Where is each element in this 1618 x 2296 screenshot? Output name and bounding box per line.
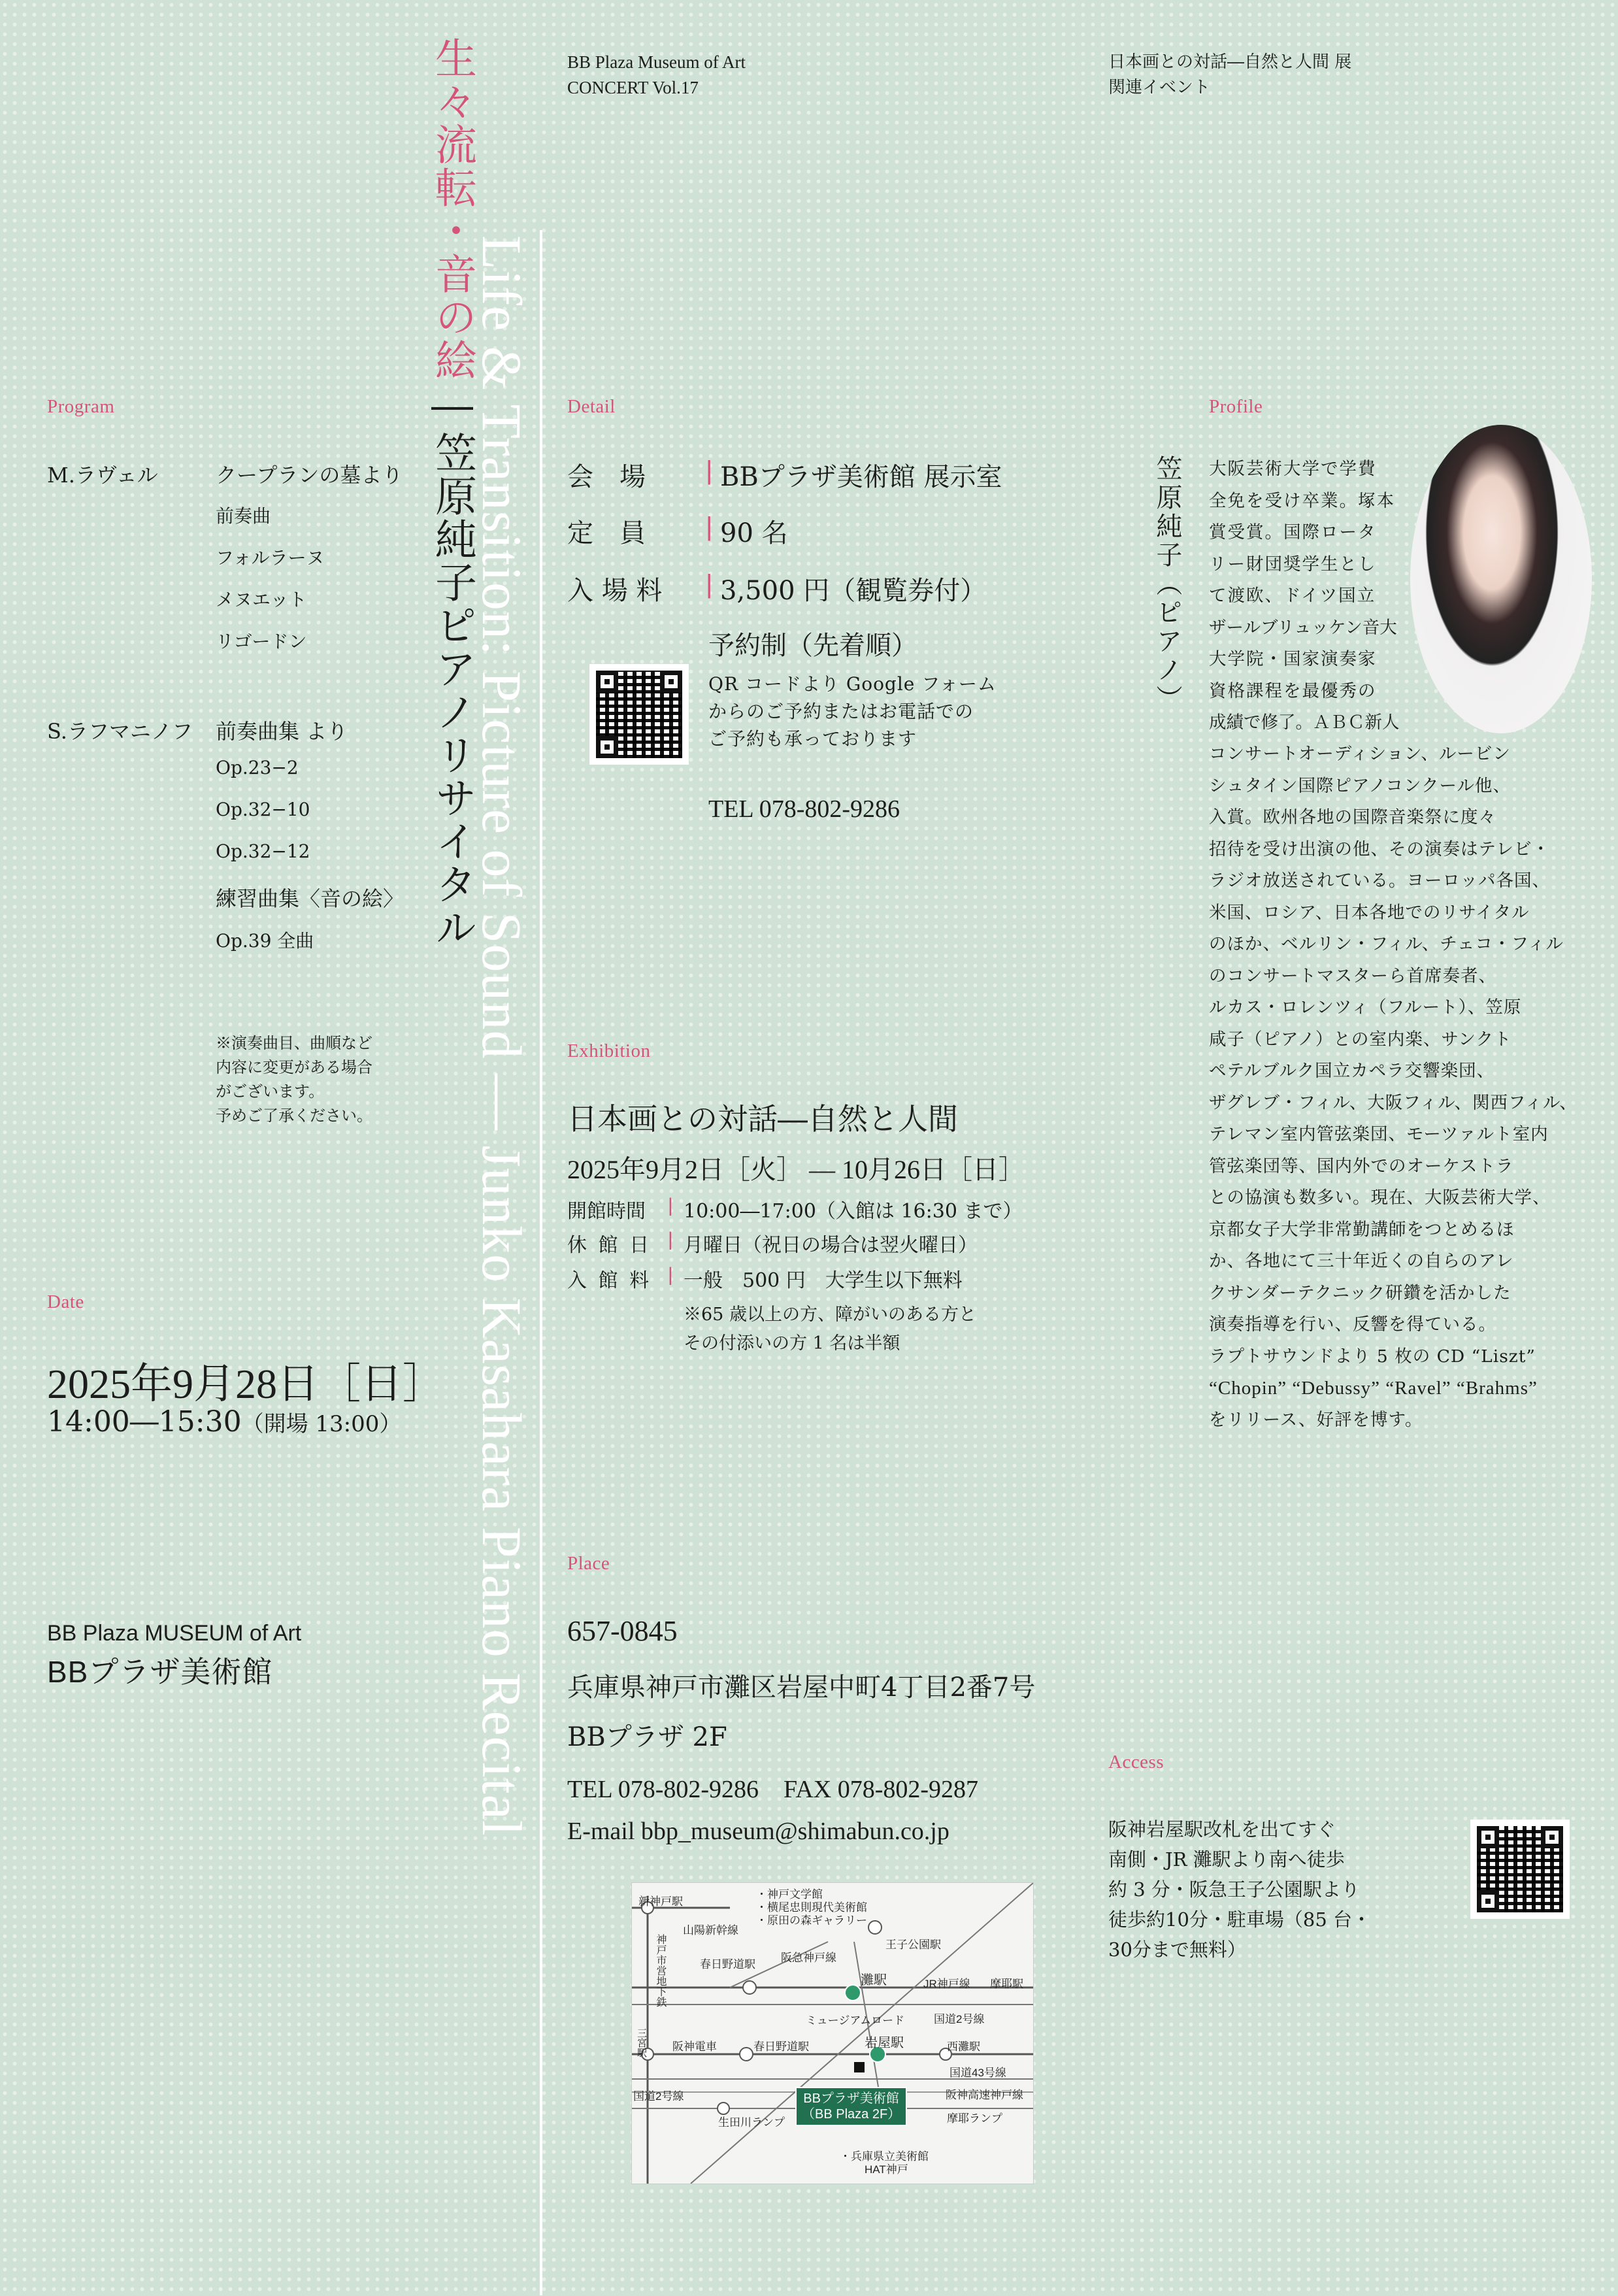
profile-line: シュタイン国際ピアノコンクール他、 [1209, 775, 1511, 796]
profile-line: リー財団奨学生とし [1209, 554, 1377, 574]
exhibition-fee-note [684, 1301, 976, 1358]
map-museum-name: BBプラザ美術館 [803, 2091, 899, 2106]
access-line: 約 3 分・阪急王子公園駅より [1108, 1878, 1360, 1901]
hours-label: 開館時間 [567, 1200, 646, 1223]
map-landmark: ・神戸文学館 [756, 1888, 823, 1901]
map-label-route43: 国道43号線 [949, 2067, 1006, 2079]
profile-line: 管弦楽団等、国内外でのオーケストラ [1209, 1156, 1514, 1176]
detail-capacity: 定 員 | 90 名 [567, 512, 788, 548]
map-label-nada: 灘駅 [861, 1973, 887, 1988]
map-label-expressway: 阪神高速神戸線 [946, 2089, 1023, 2101]
email[interactable]: E-mail bbp_museum@shimabun.co.jp [567, 1818, 949, 1845]
map-museum-floor: （BB Plaza 2F） [802, 2107, 901, 2121]
map-museum-marker [795, 2087, 907, 2126]
profile-line: か、各地にて三十年近くの自らのアレ [1209, 1251, 1514, 1271]
access-line: 徒歩約10分・駐車場（85 台・ [1108, 1908, 1372, 1931]
access-line: 南側・JR 灘駅より南へ徒歩 [1108, 1848, 1345, 1871]
composer-rachmaninoff: S.ラフマニノフ [47, 719, 193, 744]
tel-fax: TEL 078-802-9286 FAX 078-802-9287 [567, 1776, 979, 1803]
map-label-ikutagawa: 生田川ランプ [718, 2116, 785, 2129]
map-label-sannomiya: 三宮駅 [636, 2028, 647, 2057]
performer-name: 笠原純子（ピアノ） [1152, 455, 1182, 714]
map-label-maya-ramp: 摩耶ランプ [947, 2112, 1002, 2125]
map-label-hyogo-museum: ・兵庫県立美術館 [840, 2150, 929, 2163]
reservation-tel: TEL 078-802-9286 [708, 795, 900, 823]
reservation-qr-code[interactable] [589, 664, 689, 765]
profile-line: ザールブリュッケン音大 [1209, 617, 1397, 638]
profile-line: 大学院・国家演奏家 [1209, 649, 1377, 669]
hours-value: 10:00―17:00（入館は 16:30 まで） [684, 1200, 1023, 1223]
exhibition-closed: 休 館 日 | 月曜日（祝日の場合は翌火曜日） [567, 1229, 978, 1257]
performer-photo [1410, 425, 1592, 733]
profile-line: 京都女子大学非常勤講師をつとめるほ [1209, 1219, 1515, 1240]
address: 兵庫県神戸市灘区岩屋中町4丁目2番7号 [567, 1672, 1036, 1703]
concert-title [428, 37, 476, 949]
profile-line: クサンダーテクニック研鑽を活かした [1209, 1282, 1511, 1303]
exhibition-period: 2025年9月2日［火］ ― 10月26日［日］ [567, 1155, 1025, 1184]
profile-line: 成績で修了。ＡＢＣ新人 [1209, 712, 1400, 733]
map-label-nishinada: 西灘駅 [947, 2040, 980, 2053]
place-label: Place [567, 1553, 610, 1574]
closed-label: 休 館 日 [567, 1234, 652, 1257]
profile-text-long [1209, 739, 1577, 1436]
program-item: Op.39 全曲 [216, 930, 314, 952]
concert-date: 2025年9月28日［日］ [47, 1361, 444, 1407]
program-item: Op.32−12 [216, 840, 310, 862]
map-label-oji: 王子公園駅 [885, 1938, 941, 1951]
profile-line: 米国、ロシア、日本各地でのリサイタル [1209, 902, 1530, 923]
access-qr-code[interactable] [1470, 1820, 1570, 1919]
qr-text-line: からのご予約またはお電話での [708, 701, 974, 722]
title-black: ―笠原純子ピアノリサイタル [428, 382, 476, 949]
profile-line: 資格課程を最優秀の [1209, 680, 1377, 701]
program-item: 前奏曲 [216, 505, 271, 527]
program-label: Program [47, 396, 115, 417]
map-label-route2-left: 国道2号線 [633, 2090, 684, 2103]
profile-line: のコンサートマスターら首席奏者、 [1209, 965, 1496, 986]
profile-line: 演奏指導を行い、反響を得ている。 [1209, 1314, 1496, 1335]
map-label-jr: JR神戸線 [923, 1978, 970, 1990]
doors-open: （開場 13:00） [241, 1411, 402, 1437]
header-right [1108, 50, 1351, 101]
program-item: フォルラーヌ [216, 547, 325, 569]
profile-line: ラジオ放送されている。ヨーロッパ各国、 [1209, 871, 1550, 891]
white-divider-line [540, 230, 542, 2295]
access-line: 阪神岩屋駅改札を出てすぐ [1108, 1818, 1336, 1840]
map-label-iwaya: 岩屋駅 [865, 2036, 904, 2050]
profile-line: ラプトサウンドより 5 枚の CD “Liszt” [1209, 1346, 1536, 1367]
composer-ravel: M.ラヴェル [47, 463, 158, 488]
work-preludes: 前奏曲集 より [216, 719, 348, 744]
map-landmarks [756, 1888, 867, 1927]
header-exhibition: 日本画との対話―自然と人間 展 [1108, 52, 1352, 72]
museum-name-ja: BBプラザ美術館 [47, 1655, 273, 1689]
note-line: ※演奏曲目、曲順など [216, 1034, 372, 1052]
map-label-sanyo: 山陽新幹線 [683, 1924, 738, 1937]
exhibition-hours: 開館時間 | 10:00―17:00（入館は 16:30 まで） [567, 1195, 1023, 1223]
work-etudes: 練習曲集〈音の絵〉 [216, 886, 404, 911]
exhibition-fee: 入 館 料 | 一般 500 円 大学生以下無料 [567, 1264, 963, 1292]
profile-line: ペテルブルク国立カペラ交響楽団、 [1209, 1061, 1495, 1081]
profile-line: テレマン室内管弦楽団、モーツァルト室内 [1209, 1124, 1549, 1144]
program-item: メヌエット [216, 589, 307, 610]
fee-note-line: その付添いの方 1 名は半額 [684, 1333, 900, 1354]
fee-label: 入 場 料 [567, 576, 663, 606]
profile-line: ザグレブ・フィル、大阪フィル、関西フィル、 [1209, 1092, 1577, 1113]
profile-line: 全免を受け卒業。塚本 [1209, 490, 1395, 511]
access-text [1108, 1814, 1371, 1965]
title-pink: 生々流転・音の絵 [428, 37, 476, 382]
access-label: Access [1108, 1752, 1164, 1772]
header-related-event: 関連イベント [1108, 78, 1211, 97]
note-line: がございます。 [216, 1082, 325, 1101]
map-label-maya: 摩耶駅 [990, 1978, 1023, 1990]
program-item: Op.23−2 [216, 757, 299, 778]
venue-value: BBプラザ美術館 展示室 [720, 462, 1002, 492]
time-range: 14:00―15:30 [47, 1405, 242, 1439]
program-note [216, 1031, 372, 1128]
profile-line: 入賞。欧州各地の国際音楽祭に度々 [1209, 807, 1496, 827]
building: BBプラザ 2F [567, 1722, 727, 1752]
map-label-kasugano-hanshin: 春日野道駅 [753, 2040, 809, 2053]
capacity-label: 定 員 [567, 518, 646, 548]
profile-line: との協演も数多い。現在、大阪芸術大学、 [1209, 1188, 1551, 1208]
profile-text-short [1209, 454, 1400, 739]
profile-line: 大阪芸術大学で学費 [1209, 459, 1377, 479]
fee-value: 3,500 円（観覧券付） [720, 576, 987, 606]
profile-line: 賞受賞。国際ロータ [1209, 522, 1377, 542]
detail-fee: 入 場 料 | 3,500 円（観覧券付） [567, 570, 987, 606]
work-couperin: クープランの墓より [216, 463, 403, 488]
qr-text-line: QR コードより Google フォーム [708, 673, 997, 695]
english-title: Life & Transition: Picture of Sound ― Junko Kasahara Piano Recital [471, 235, 533, 1837]
header-left [567, 50, 746, 101]
program-item: リゴードン [216, 631, 307, 652]
profile-line: をリリース、好評を博す。 [1209, 1409, 1423, 1430]
access-line: 30分まで無料） [1108, 1938, 1246, 1961]
map-landmark: ・横尾忠則現代美術館 [756, 1901, 867, 1914]
museum-name-en: BB Plaza MUSEUM of Art [47, 1621, 302, 1646]
header-concert-vol: CONCERT Vol.17 [567, 78, 699, 97]
postal-code: 657-0845 [567, 1615, 678, 1647]
capacity-value: 90 名 [720, 518, 788, 548]
access-map [631, 1882, 1034, 2184]
qr-instructions [708, 671, 997, 753]
profile-line: コンサートオーディション、ルービン [1209, 744, 1511, 764]
map-label-kasugano-hankyu: 春日野道駅 [700, 1958, 755, 1971]
note-line: 予めご了承ください。 [216, 1106, 372, 1125]
header-museum: BB Plaza Museum of Art [567, 52, 746, 72]
profile-line: のほか、ベルリン・フィル、チェコ・フィル [1209, 934, 1564, 954]
profile-label: Profile [1209, 396, 1263, 417]
profile-line: ルカス・ロレンツィ（フルート）、笠原 [1209, 997, 1522, 1018]
exhibition-label: Exhibition [567, 1040, 651, 1061]
exhibition-fee-value: 一般 500 円 大学生以下無料 [684, 1269, 963, 1292]
exhibition-title: 日本画との対話―自然と人間 [567, 1101, 958, 1137]
exhibition-fee-label: 入 館 料 [567, 1269, 652, 1292]
map-label-subway: 神戸市営地下鉄 [655, 1934, 666, 2007]
venue-label: 会 場 [567, 462, 646, 492]
detail-venue: 会 場 | BBプラザ美術館 展示室 [567, 456, 1002, 492]
closed-value: 月曜日（祝日の場合は翌火曜日） [684, 1234, 978, 1257]
qr-text-line: ご予約も承っております [708, 728, 917, 750]
note-line: 内容に変更がある場合 [216, 1058, 372, 1076]
reservation: 予約制（先着順） [708, 631, 917, 661]
map-landmark: ・原田の森ギャラリー [756, 1914, 867, 1927]
map-label-hankyu: 阪急神戸線 [781, 1952, 836, 1964]
profile-line: “Chopin” “Debussy” “Ravel” “Brahms” [1209, 1378, 1538, 1399]
profile-line: 咸子（ピアノ）との室内楽、サンクト [1209, 1029, 1512, 1050]
fee-note-line: ※65 歳以上の方、障がいのある方と [684, 1305, 976, 1325]
map-label-hat-kobe: HAT神戸 [865, 2163, 908, 2176]
detail-label: Detail [567, 396, 616, 417]
profile-line: 招待を受け出演の他、その演奏はテレビ・ [1209, 839, 1550, 859]
map-label-route2-top: 国道2号線 [934, 2013, 985, 2025]
map-label-museum-road: ミュージアムロード [806, 2014, 905, 2027]
map-label-hanshin: 阪神電車 [672, 2040, 717, 2053]
program-item: Op.32−10 [216, 799, 310, 820]
profile-line: て渡欧、ドイツ国立 [1209, 586, 1376, 606]
map-label-shin-kobe: 新神戸駅 [638, 1895, 683, 1908]
concert-time [47, 1405, 401, 1439]
date-label: Date [47, 1291, 84, 1312]
